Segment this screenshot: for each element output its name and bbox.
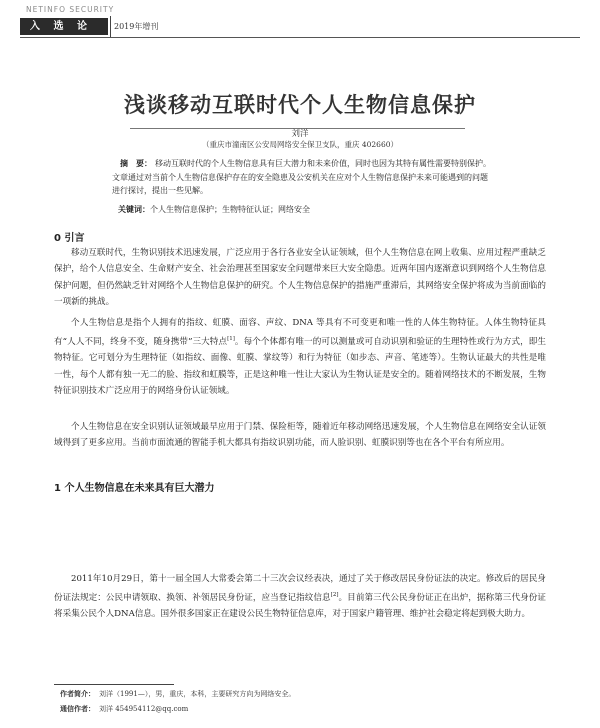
paragraph: 个人生物信息是指个人拥有的指纹、虹膜、面容、声纹、DNA 等具有不可变更和唯一性的人体生物特征。人体生物特征具有“人人不同，终身不变，随身携带”三大特点[1]。每个个体都有唯一的可以测量或可自动识别和验证的生理特性或行为方式，即生物特征。它可划分为生理特征（如指纹、面像、虹膜、掌纹等）和行为特征（如步态、声音、笔迹等）。生物认证最大的共性是唯一性，每个人都有独一无二的脸、指纹和虹膜等，正是这种唯一性让大家认为生物认证是安全的。随着网络技术的不断发展，生物特征识别技术广泛应用于的网络身份认证领域。 (54, 318, 546, 397)
abstract (112, 157, 492, 198)
paragraph: 2011年10月29日，第十一届全国人大常委会第二十三次会议经表决，通过了关于修改居民身份证法的决定。修改后的居民身份证法规定：公民申请领取、换领、补领居民身份证，应当登记指纹信息[2]。目前第三代公民身份证正在出炉，据称第三代身份证将采集公民个人DNA信息。国外很多国家正在建设公民生物特征信息库，对于国家户籍管理、维护社会稳定将起到极大助力。 (54, 574, 546, 620)
author-block (0, 121, 600, 140)
abstract-label: 摘 要： (120, 159, 152, 168)
page-header (0, 0, 600, 49)
author-bio (60, 689, 295, 699)
abstract-text: 移动互联时代的个人生物信息具有巨大潜力和未来价值，同时也因为其特有属性需要特别保护。文章通过对当前个人生物信息保护存在的安全隐患及公安机关在应对个人生物信息保护未来可能遇到的问题进行探讨，提出一些见解。 (112, 159, 491, 195)
citation-marker: [2] (330, 592, 339, 599)
paragraph: 移动互联时代，生物识别技术迅速发展，广泛应用于各行各业安全认证领域，但个人生物信息在网上收集、应用过程严重缺乏保护，给个人信息安全、生命财产安全、社会治理甚至国家安全问题带来巨大安全隐患。近两年国内逐渐意识到网络个人生物信息保护问题，但仍然缺乏针对网络个人生物信息保护的研究。个人生物信息保护的措施严重滞后，其网络安全保护将成为当前面临的一项新的挑战。 (54, 248, 546, 307)
author-bio-text: 刘洋（1991—），男，重庆，本科，主要研究方向为网络安全。 (99, 690, 296, 698)
section-heading-intro: 0 引言 (54, 233, 85, 244)
citation-marker: [1] (227, 336, 235, 343)
author-bio-label: 作者简介： (60, 690, 95, 698)
correspondence (60, 704, 188, 714)
issue-label: 2019年增刊 (114, 22, 159, 31)
correspondence-text: 刘洋 454954112@qq.com (99, 705, 189, 713)
paragraph: 个人生物信息在安全识别认证领域最早应用于门禁、保险柜等，随着近年移动网络迅速发展，个人生物信息在网络安全认证领域得到了更多应用。当前市面流通的智能手机大都具有指纹识别功能，而人脸识别、虹膜识别等也在各个平台有所应用。 (54, 422, 546, 449)
keywords-label: 关键词： (118, 205, 150, 214)
section-heading-potential: 1 个人生物信息在未来具有巨大潜力 (54, 483, 215, 494)
correspondence-label: 通信作者： (60, 705, 95, 713)
keywords-text: 个人生物信息保护；生物特征认证；网络安全 (150, 205, 310, 214)
paper-title: 浅谈移动互联时代个人生物信息保护 (124, 93, 476, 117)
header-divider (110, 16, 111, 37)
affiliation: （重庆市潼南区公安局网络安全保卫支队，重庆 402660） (201, 140, 398, 149)
header-rule (20, 37, 580, 38)
footnote-rule (54, 684, 174, 685)
keywords (118, 204, 488, 215)
author-name: 刘洋 (283, 129, 316, 139)
journal-logo: NETINFO SECURITY (26, 5, 115, 14)
section-badge: 入 选 论 文 (20, 18, 108, 35)
